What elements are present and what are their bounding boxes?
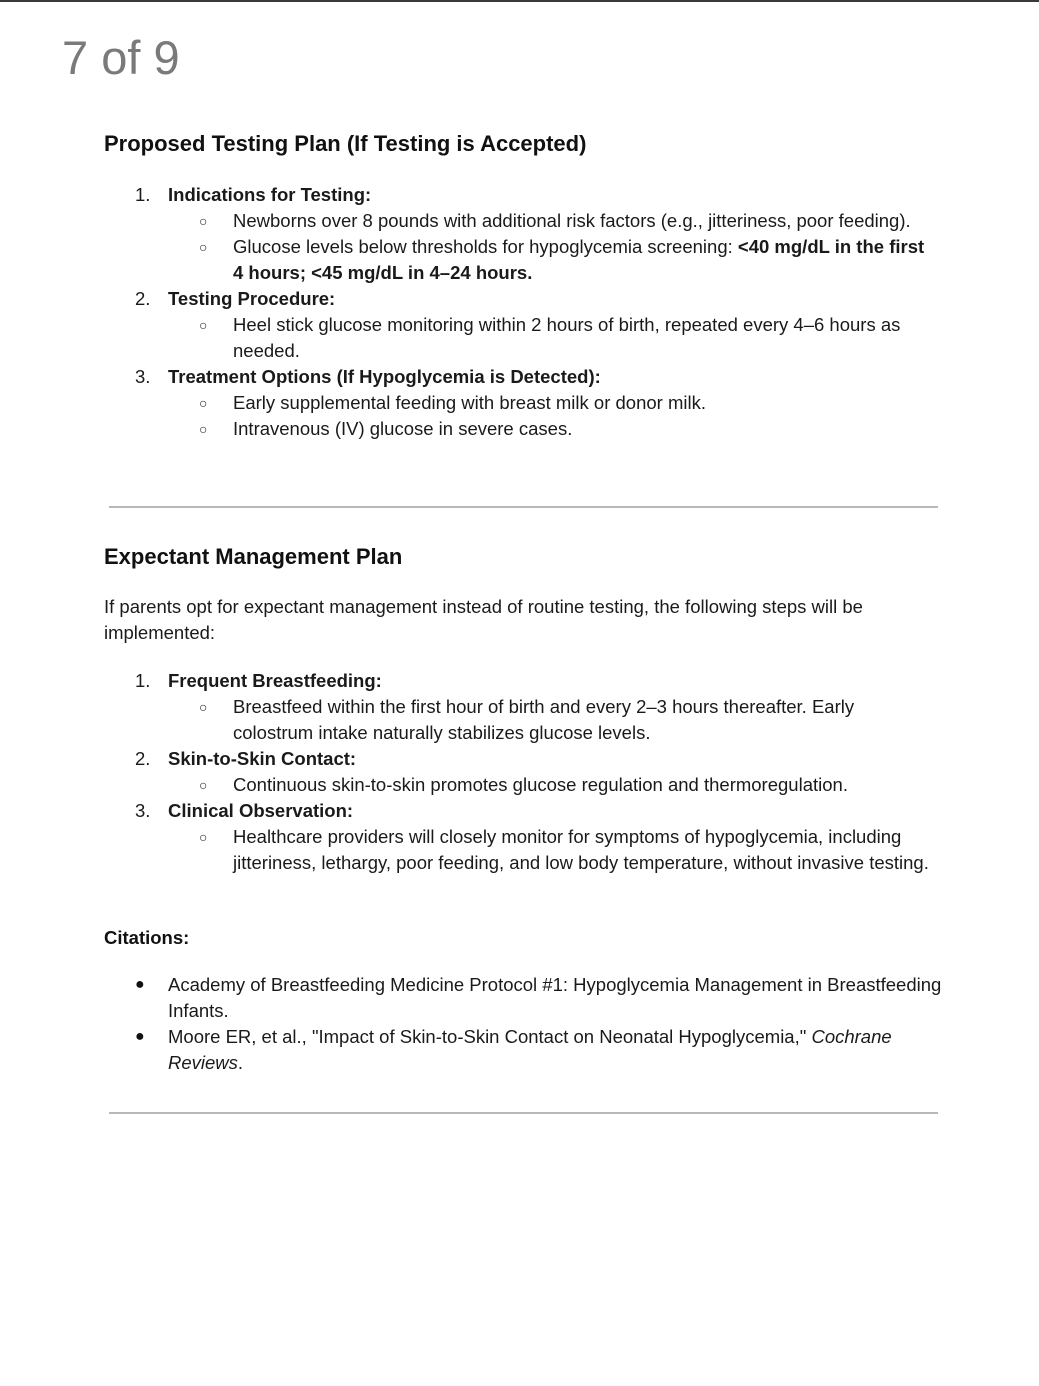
sub-item-text: Early supplemental feeding with breast milk or donor milk. (233, 392, 706, 413)
list-item-title: Testing Procedure: (168, 288, 336, 309)
citation-journal: Cochrane Reviews (168, 1026, 892, 1073)
sub-item-text: Healthcare providers will closely monitor for symptoms of hypoglycemia, including jitteriness, lethargy, poor feeding, and low body temperature, without invasive testing. (233, 826, 929, 873)
list-item (104, 746, 944, 798)
sub-item-text: Continuous skin-to-skin promotes glucose regulation and thermoregulation. (233, 774, 848, 795)
sub-list-item (199, 390, 944, 416)
list-number: 1. (135, 184, 151, 205)
sub-list-item (199, 824, 944, 876)
expectant-management-list (104, 668, 944, 876)
sub-list-item (199, 694, 944, 746)
sub-item-text: Glucose levels below thresholds for hypoglycemia screening: (233, 236, 738, 257)
list-number: 1. (135, 670, 151, 691)
top-border (0, 0, 1039, 2)
page-indicator: 7 of 9 (62, 31, 180, 84)
citation-text: Academy of Breastfeeding Medicine Protocol #1: Hypoglycemia Management in Breastfeeding Infants. (168, 974, 942, 1021)
sub-list-item (199, 312, 944, 364)
section-intro-paragraph: If parents opt for expectant management instead of routine testing, the following steps will be implemented: (104, 596, 863, 643)
section-divider (109, 1112, 938, 1114)
sub-item-text: Intravenous (IV) glucose in severe cases. (233, 418, 573, 439)
sub-list-item (199, 208, 944, 234)
list-item-title: Frequent Breastfeeding: (168, 670, 382, 691)
citation-item (135, 972, 944, 1024)
section-divider (109, 506, 938, 508)
citation-item (135, 1024, 944, 1076)
list-number: 2. (135, 288, 151, 309)
section-title-expectant-management: Expectant Management Plan (104, 544, 403, 569)
list-item-title: Skin-to-Skin Contact: (168, 748, 357, 769)
list-item-title: Clinical Observation: (168, 800, 354, 821)
list-item (104, 798, 944, 876)
sub-item-text: Newborns over 8 pounds with additional risk factors (e.g., jitteriness, poor feeding). (233, 210, 911, 231)
list-number: 2. (135, 748, 151, 769)
citation-text: Moore ER, et al., "Impact of Skin-to-Skin Contact on Neonatal Hypoglycemia," (168, 1026, 812, 1047)
list-item (104, 364, 944, 442)
testing-plan-list (104, 182, 944, 442)
list-item (104, 286, 944, 364)
sub-list-item (199, 234, 944, 286)
circle-bullet-icon: ○ (199, 213, 208, 229)
bullet-icon: ● (135, 976, 145, 993)
citations-title: Citations: (104, 927, 190, 948)
circle-bullet-icon: ○ (199, 777, 208, 793)
circle-bullet-icon: ○ (199, 829, 208, 845)
list-item (104, 668, 944, 746)
citations-list (104, 972, 944, 1076)
circle-bullet-icon: ○ (199, 395, 208, 411)
list-number: 3. (135, 366, 151, 387)
citation-tail: . (237, 1052, 244, 1073)
list-number: 3. (135, 800, 151, 821)
section-title-testing-plan: Proposed Testing Plan (If Testing is Accepted) (104, 131, 587, 156)
glucose-thresholds: <40 mg/dL in the first 4 hours; <45 mg/dL in 4–24 hours. (233, 236, 925, 283)
sub-list-item (199, 416, 944, 442)
list-item-title: Treatment Options (If Hypoglycemia is Detected): (168, 366, 601, 387)
sub-item-text: Heel stick glucose monitoring within 2 hours of birth, repeated every 4–6 hours as needed. (233, 314, 901, 361)
sub-list-item (199, 772, 944, 798)
circle-bullet-icon: ○ (199, 239, 208, 255)
circle-bullet-icon: ○ (199, 421, 208, 437)
bullet-icon: ● (135, 1028, 145, 1045)
circle-bullet-icon: ○ (199, 317, 208, 333)
list-item (104, 182, 944, 286)
list-item-title: Indications for Testing: (168, 184, 372, 205)
circle-bullet-icon: ○ (199, 699, 208, 715)
sub-item-text: Breastfeed within the first hour of birth and every 2–3 hours thereafter. Early colostrum intake naturally stabilizes glucose levels. (233, 696, 855, 743)
